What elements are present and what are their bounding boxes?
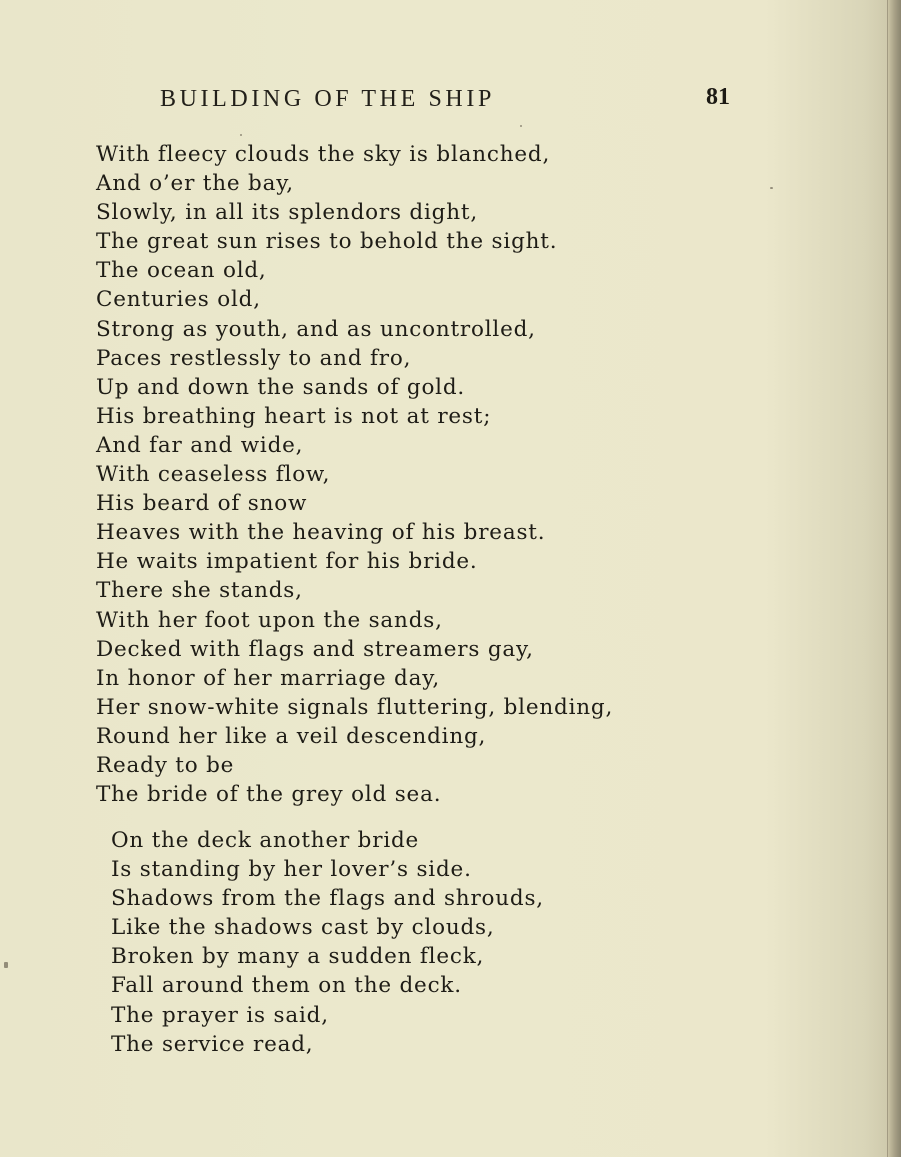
poem-line: There she stands, [96,578,303,604]
page-edge-line [887,0,888,1157]
page-number: 81 [706,84,730,110]
poem-line: Round her like a veil descending, [96,723,487,749]
paper-speck [4,962,8,968]
running-title: BUILDING OF THE SHIP [160,86,495,112]
poem-line: Decked with flags and streamers gay, [96,636,534,662]
poem-line: The great sun rises to behold the sight. [96,229,558,255]
poem-line: Slowly, in all its splendors dight, [96,200,478,226]
poem-line: Broken by many a sudden fleck, [111,944,485,970]
poem-line: On the deck another bride [111,828,420,853]
poem-line: Heaves with the heaving of his breast. [96,520,546,546]
poem-line: Shadows from the flags and shrouds, [111,886,544,912]
page-header [160,86,730,118]
stanza-1 [96,140,613,809]
poem-line: His breathing heart is not at rest; [96,403,492,429]
poem-line: Fall around them on the deck. [111,973,462,999]
poem-line: Centuries old, [96,287,261,313]
poem-line: The ocean old, [96,258,267,284]
poem-line: With ceaseless flow, [96,462,331,488]
poem-line: In honor of her marriage day, [96,665,440,691]
paper-speck [240,134,242,136]
poem-line: Ready to be [96,752,235,778]
poem-line: The bride of the grey old sea. [96,782,442,808]
poem-line: Is standing by her lover’s side. [111,857,472,883]
stanza-2 [111,826,544,1059]
poem-line: The prayer is said, [111,1002,329,1028]
poem-line: And far and wide, [96,432,304,458]
paper-speck [770,187,773,189]
poem-line: Her snow-white signals fluttering, blending, [96,694,614,720]
poem-line: And o’er the bay, [96,171,294,197]
poem-line: With her foot upon the sands, [96,607,443,633]
paper-speck [520,125,522,127]
poem-line: The service read, [111,1031,314,1057]
poem-line: He waits impatient for his bride. [96,549,478,575]
poem-line: Up and down the sands of gold. [96,374,466,400]
poem-line: His beard of snow [96,491,308,517]
poem-line: Like the shadows cast by clouds, [111,915,495,941]
page-gutter-shadow [887,0,901,1157]
poem-line: Strong as youth, and as uncontrolled, [96,316,536,342]
poem-line: Paces restlessly to and fro, [96,345,412,371]
poem-line: With fleecy clouds the sky is blanched, [96,142,551,167]
